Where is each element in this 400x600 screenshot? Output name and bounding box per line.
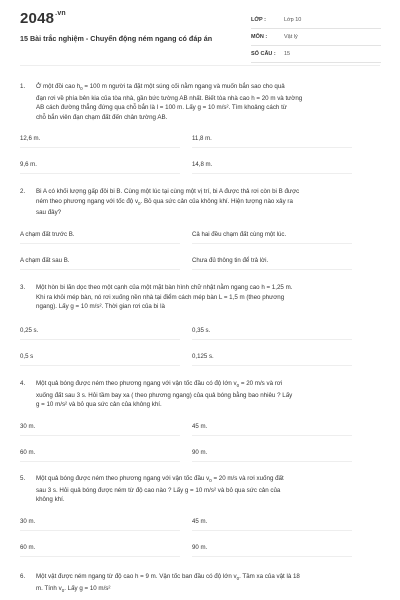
answer-option[interactable]: A chạm đất sau B. <box>20 257 180 270</box>
question-line: sau 3 s. Hỏi quả bóng được ném từ độ cao nào ? Lấy g = 10 m/s² và bỏ qua sức cản của <box>36 486 281 494</box>
meta-value: Vật lý <box>284 34 298 40</box>
page-title: 15 Bài trắc nghiệm - Chuyển động ném ngang có đáp án <box>20 34 213 43</box>
question-line: ngang). Lấy g = 10 m/s². Thời gian rơi của bi là <box>36 303 165 310</box>
answer-option[interactable]: 0,25 s. <box>20 327 180 340</box>
answer-option[interactable]: 30 m. <box>20 423 180 436</box>
answer-option[interactable]: 0,5 s <box>20 353 180 366</box>
question-text <box>36 82 380 122</box>
answer-option[interactable]: 60 m. <box>20 544 180 557</box>
answer-option[interactable]: 12,6 m. <box>20 135 180 148</box>
answer-option[interactable]: Chưa đủ thông tin để trả lời. <box>192 257 352 270</box>
question-line: AB cách đường thẳng đứng qua chỗ bắn là l = 100 m. Lấy g = 10 m/s². Tìm khoảng cách từ <box>36 104 287 112</box>
question-number: 4. <box>20 380 26 387</box>
question-line: Một hòn bi lăn dọc theo một cạnh của một mặt bàn hình chữ nhật nằm ngang cao h = 1,25 m. <box>36 284 293 291</box>
answer-option[interactable]: Cả hai đều chạm đất cùng một lúc. <box>192 231 352 244</box>
question-text <box>36 572 380 595</box>
question-line: Một vật được ném ngang từ độ cao h = 9 m. Vận tốc ban đầu có độ lớn $v_0$. Tầm xa của vật là 18 <box>36 573 300 582</box>
question-line: Một quả bóng được ném theo phương ngang với vận tốc đầu $v_0 = 20$ m/s và rơi xuống đất <box>36 475 284 484</box>
question-line: ném theo phương ngang với tốc độ $v_0$. Bỏ qua sức cản của không khí. Hiện tượng nào xảy ra <box>36 197 293 206</box>
question-text <box>36 379 380 410</box>
answer-option[interactable]: A chạm đất trước B. <box>20 231 180 244</box>
question-line: g = 10 m/s² và bỏ qua sức cản của không khí. <box>36 401 162 409</box>
answer-option[interactable]: 90 m. <box>192 449 352 462</box>
answer-option[interactable]: 14,8 m. <box>192 161 352 174</box>
question-line: sau đây? <box>36 209 62 217</box>
question-line: Khi ra khỏi mép bàn, nó rơi xuống nền nhà tại điểm cách mép bàn L = 1,5 m (theo phương <box>36 293 285 301</box>
answer-option[interactable]: 45 m. <box>192 518 352 531</box>
answer-option[interactable]: 9,6 m. <box>20 161 180 174</box>
meta-row-subject <box>251 29 381 46</box>
logo-text: 2048 <box>20 10 55 27</box>
answer-option[interactable]: 45 m. <box>192 423 352 436</box>
header-divider <box>20 65 380 66</box>
question-line: không khí. <box>36 496 65 504</box>
meta-row-count <box>251 46 381 63</box>
question-text <box>36 474 380 505</box>
question-text <box>36 187 380 218</box>
page-header <box>0 0 400 62</box>
question-line: Ở một đồi cao $h_0 = 100$ m người ta đặt một súng cối nằm ngang và muốn bắn sao cho quả <box>36 83 285 92</box>
meta-value: Lớp 10 <box>284 17 302 23</box>
answer-option[interactable]: 90 m. <box>192 544 352 557</box>
meta-row-class <box>251 12 381 29</box>
answer-option[interactable]: 60 m. <box>20 449 180 462</box>
question-line: đạn rơi về phía bên kia của tòa nhà, gần bức tường AB nhất. Biết tòa nhà cao h = 20 m và tường <box>36 94 303 102</box>
question-line: Một quả bóng được ném theo phương ngang với vận tốc đầu có độ lớn $v_0 = 20$ m/s và rơi <box>36 380 283 389</box>
answer-option[interactable]: 11,8 m. <box>192 135 352 148</box>
answer-option[interactable]: 0,125 s. <box>192 353 352 366</box>
logo-suffix: .vn <box>55 10 66 17</box>
question-line: m. Tính $v_0$. Lấy g = 10 m/s² <box>36 584 111 593</box>
question-number: 1. <box>20 83 26 90</box>
question-number: 6. <box>20 573 26 580</box>
meta-label: LỚP : <box>251 17 266 23</box>
meta-label: SỐ CÂU : <box>251 51 276 57</box>
meta-value: 15 <box>284 51 291 57</box>
answer-option[interactable]: 30 m. <box>20 518 180 531</box>
site-logo[interactable] <box>20 10 66 27</box>
question-line: xuống đất sau 3 s. Hỏi tầm bay xa ( theo phương ngang) của quả bóng bằng bao nhiêu ? Lấy <box>36 391 293 399</box>
meta-label: MÔN : <box>251 34 268 40</box>
answer-option[interactable]: 0,35 s. <box>192 327 352 340</box>
question-line: chỗ bắn viên đạn chạm đất đến chân tường AB. <box>36 113 168 121</box>
question-line: Bi A có khối lượng gấp đôi bi B. Cùng một lúc tại cùng một vị trí, bi A được thả rơi còn bi B được <box>36 188 300 195</box>
question-text <box>36 283 380 312</box>
question-number: 2. <box>20 188 26 195</box>
question-number: 3. <box>20 284 26 291</box>
question-number: 5. <box>20 475 26 482</box>
meta-table <box>251 12 381 63</box>
